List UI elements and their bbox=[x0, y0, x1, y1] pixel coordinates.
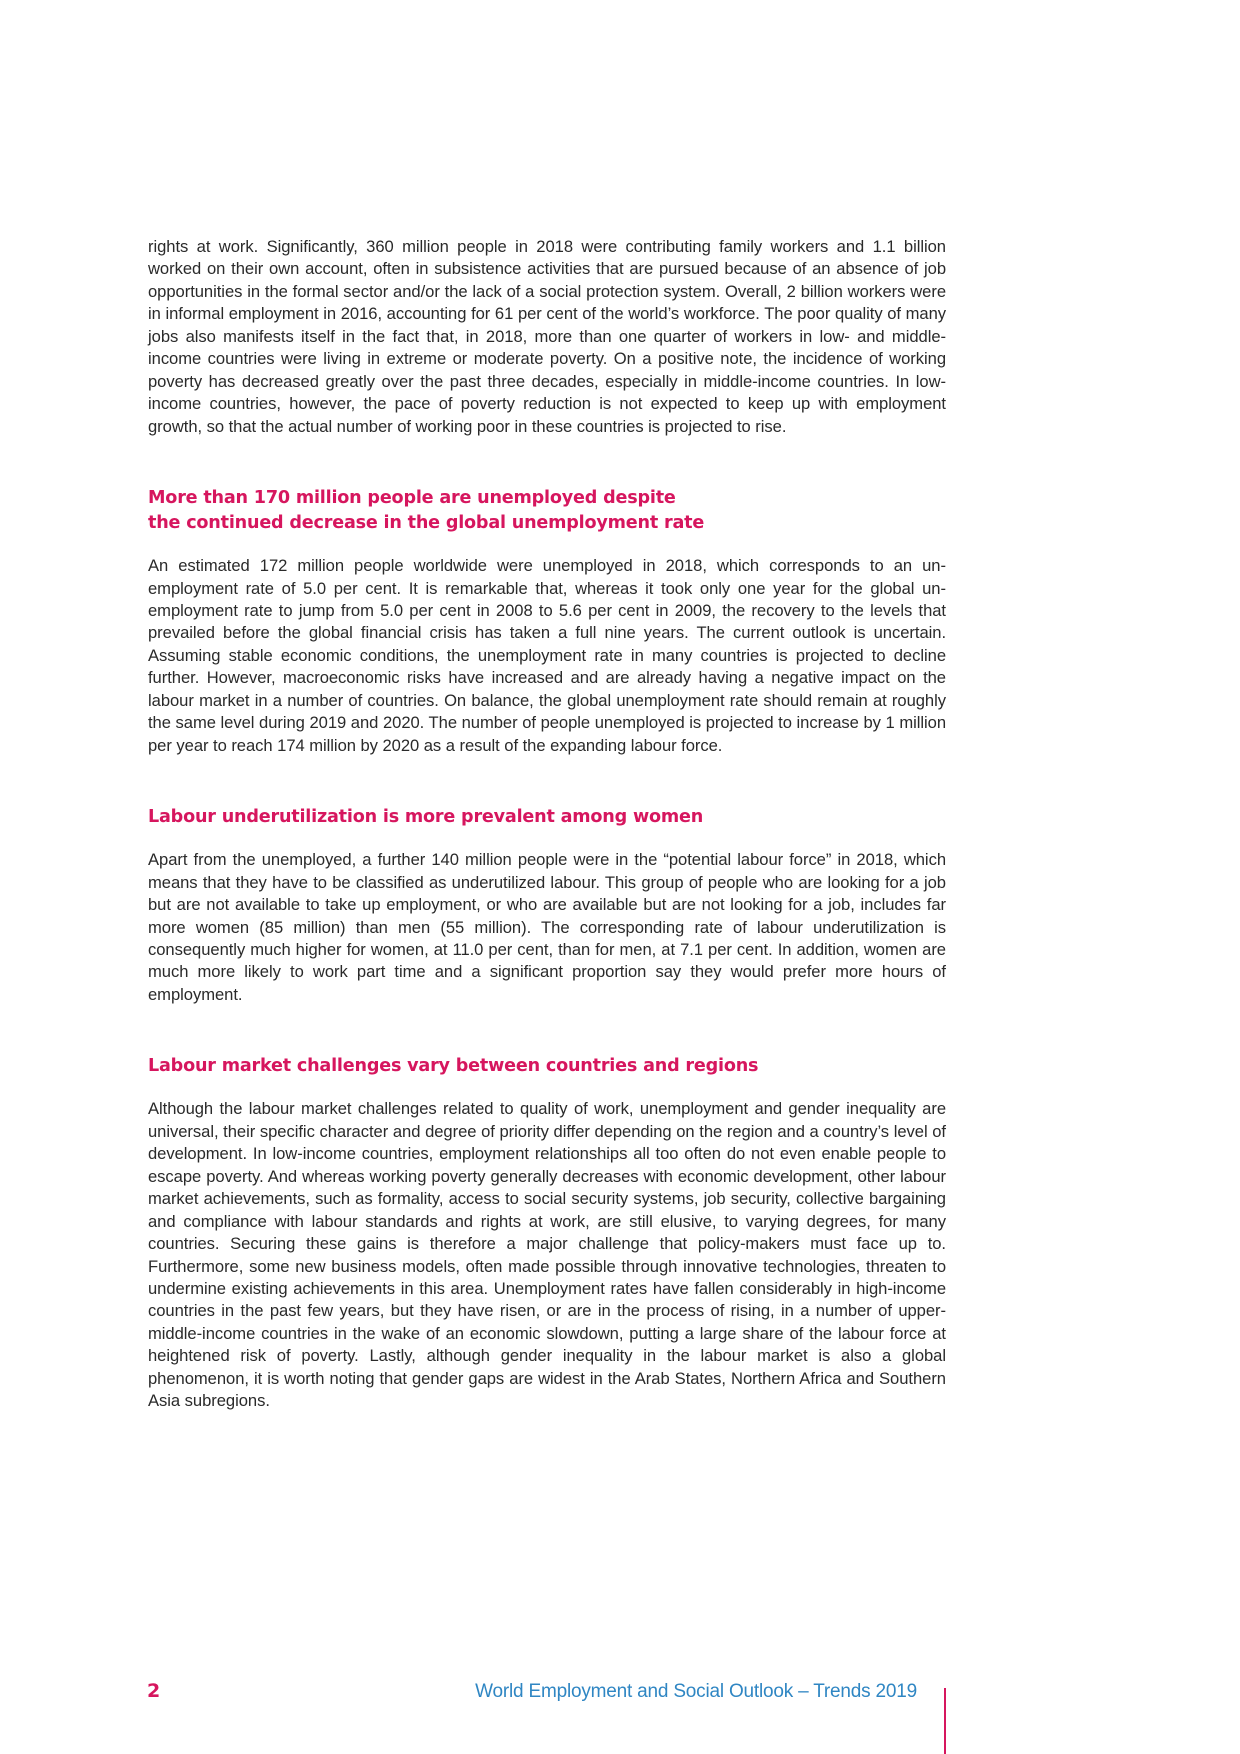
body-paragraph-underutilization: Apart from the unemployed, a further 140 million people were in the “potential labour force” in 2018, which means that they have to be classified as underutilized labour. This group of people who are looking for a job but are not available to take up employment, or who are available but are not looking for a job, includes far more women (85 million) than men (55 million). The corresponding rate of labour underutilization is consequently much higher for women, at 11.0 per cent, than for men, at 7.1 per cent. In addition, women are much more likely to work part time and a significant proportion say they would prefer more hours of employment. bbox=[148, 850, 946, 1004]
body-paragraph-regional-challenges: Although the labour market challenges related to quality of work, unemployment and gender inequality are universal, their specific character and degree of priority differ depending on the region and a country’s level of development. In low-income countries, employment relationships all too often do not even enable people to escape poverty. And whereas working poverty generally decreases with economic development, other labour market achievements, such as formality, access to social security systems, job security, collective bargaining and compliance with labour standards and rights at work, are still elusive, to varying degrees, for many countries. Securing these gains is therefore a major challenge that policy-makers must face up to. Furthermore, some new business models, often made possible through innovative technologies, threaten to undermine existing achievements in this area. Unemployment rates have fallen considerably in high-income countries in the past few years, but they have risen, or are in the process of rising, in a number of upper-middle-income countries in the wake of an economic slowdown, putting a large share of the labour force at heightened risk of poverty. Lastly, although gender inequality in the labour market is also a global phenomenon, it is worth noting that gender gaps are widest in the Arab States, Northern Africa and Southern Asia subregions. bbox=[148, 1099, 946, 1411]
section-heading-underutilization: Labour underutilization is more prevalent among women bbox=[148, 807, 704, 828]
publication-title: World Employment and Social Outlook – Trends 2019 bbox=[475, 1681, 917, 1702]
page-number: 2 bbox=[147, 1680, 161, 1702]
page-body bbox=[148, 236, 946, 1413]
footer-divider bbox=[944, 1688, 946, 1754]
section-heading-regional-challenges: Labour market challenges vary between countries and regions bbox=[148, 1056, 759, 1077]
section-heading-unemployment bbox=[148, 486, 946, 536]
section-heading-unemployment-line-1: More than 170 million people are unemployed despite bbox=[148, 488, 676, 509]
section-heading-unemployment-line-2: the continued decrease in the global unemployment rate bbox=[148, 513, 705, 534]
body-paragraph-intro: rights at work. Significantly, 360 million people in 2018 were contributing family workers and 1.1 billion worked on their own account, often in subsistence activities that are pursued because of an absence of job opportunities in the formal sector and/or the lack of a social protection system. Overall, 2 billion workers were in informal employment in 2016, accounting for 61 per cent of the world’s workforce. The poor quality of many jobs also manifests itself in the fact that, in 2018, more than one quarter of workers in low- and middle-income countries were living in extreme or moderate poverty. On a positive note, the incidence of working poverty has decreased greatly over the past three decades, especially in middle-income countries. In low-income countries, however, the pace of poverty reduction is not expected to keep up with employment growth, so that the actual number of working poor in these countries is projected to rise. bbox=[148, 237, 946, 436]
body-paragraph-unemployment: An estimated 172 million people worldwide were unemployed in 2018, which corresponds to an unemployment rate of 5.0 per cent. It is remarkable that, whereas it took only one year for the global unemployment rate to jump from 5.0 per cent in 2008 to 5.6 per cent in 2009, the recovery to the levels that prevailed before the global financial crisis has taken a full nine years. The current outlook is uncertain. Assuming stable economic conditions, the unemployment rate in many countries is projected to decline further. However, macroeconomic risks have increased and are already having a negative impact on the labour market in a number of countries. On balance, the global unemployment rate should remain at roughly the same level during 2019 and 2020. The number of people unemployed is projected to increase by 1 million per year to reach 174 million by 2020 as a result of the expanding labour force. bbox=[148, 556, 946, 755]
